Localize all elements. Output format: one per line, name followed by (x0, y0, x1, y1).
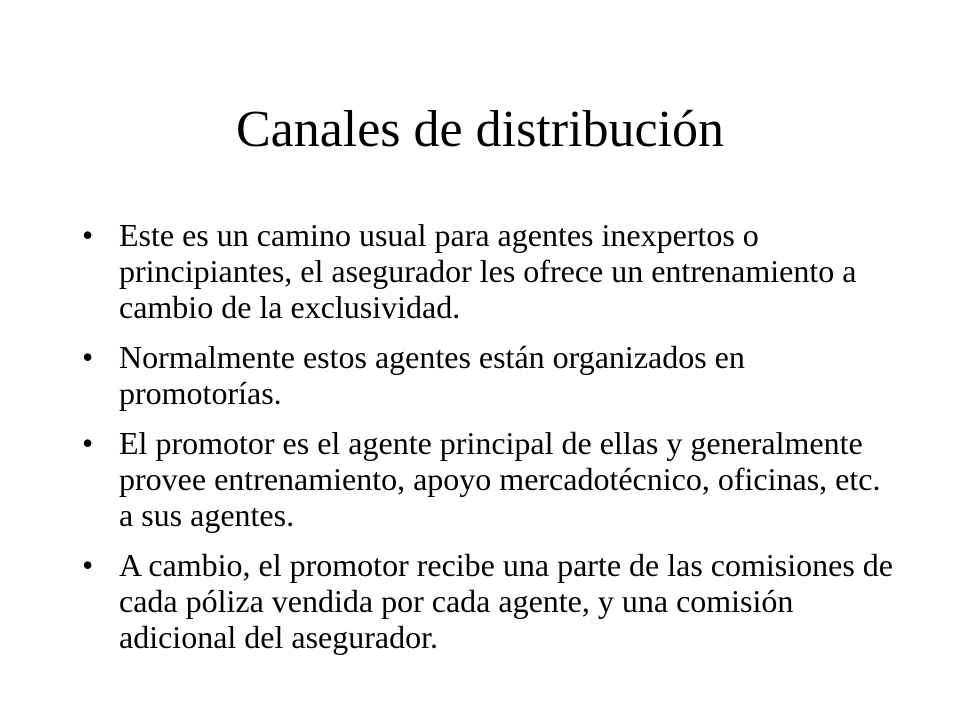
bullet-list (82, 217, 902, 669)
bullet-text: Normalmente estos agentes están organizados en promotorías. (119, 339, 745, 411)
bullet-item (82, 217, 902, 325)
bullet-text: Este es un camino usual para agentes inexpertos o principiantes, el asegurador les ofrece un entrenamiento a cambio de la exclusividad. (119, 217, 857, 325)
bullet-item (82, 425, 902, 533)
bullet-item (82, 547, 902, 655)
bullet-marker: • (82, 339, 94, 375)
bullet-marker: • (82, 425, 94, 461)
bullet-marker: • (82, 217, 94, 253)
bullet-text: El promotor es el agente principal de ellas y generalmente provee entrenamiento, apoyo mercadotécnico, oficinas, etc. a sus agentes. (119, 425, 881, 533)
bullet-text: A cambio, el promotor recibe una parte de las comisiones de cada póliza vendida por cada agente, y una comisión adicional del asegurador. (119, 547, 893, 655)
slide-title: Canales de distribución (235, 101, 725, 158)
bullet-marker: • (82, 547, 94, 583)
bullet-item (82, 339, 902, 411)
